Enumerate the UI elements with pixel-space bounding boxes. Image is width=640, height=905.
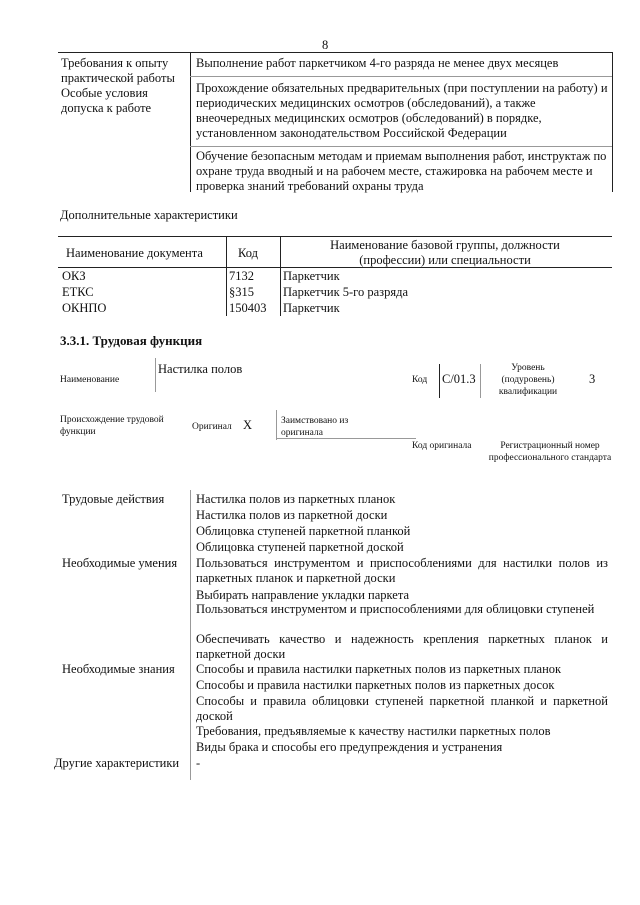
origin-reg-number-label: Регистрационный номер профессионального стандарта (488, 441, 612, 463)
table-row-code: 7132 (229, 269, 254, 283)
table-row-code: §315 (229, 285, 254, 299)
req-experience-value: Выполнение работ паркетчиком 4-го разряда не менее двух месяцев (196, 56, 559, 70)
function-level-label: Уровень (подуровень) квалификации (498, 363, 558, 397)
docs-header-code: Код (238, 246, 258, 260)
table-row-doc: ЕТКС (62, 285, 94, 299)
list-item: - (196, 756, 201, 770)
list-item: Облицовка ступеней паркетной доской (196, 540, 404, 554)
req-conditions-value-2: Обучение безопасным методам и приемам выполнения работ, инструктаж по охране труда вводный и на рабочем месте, стажировка на рабочем месте и проверка знаний требований охраны труда (196, 149, 607, 193)
origin-original-label: Оригинал (192, 422, 232, 432)
origin-original-mark: X (243, 418, 253, 432)
table-row-name: Паркетчик (283, 301, 340, 315)
list-item: Пользоваться инструментом и приспособлениями для настилки полов из паркетных планок и паркетной доски (196, 556, 608, 585)
page-number: 8 (322, 38, 329, 52)
list-item: Настилка полов из паркетной доски (196, 508, 388, 522)
origin-label: Происхождение трудовой функции (60, 415, 164, 437)
table-row-name: Паркетчик 5-го разряда (283, 285, 409, 299)
additional-heading: Дополнительные характеристики (60, 208, 238, 222)
list-item: Обеспечивать качество и надежность крепления паркетных планок и паркетной доски (196, 632, 608, 661)
function-code-value: C/01.3 (442, 372, 476, 386)
docs-header-doc: Наименование документа (66, 246, 203, 260)
list-item: Способы и правила настилки паркетных полов из паркетных планок (196, 662, 562, 676)
req-conditions-value-1: Прохождение обязательных предварительных (при поступлении на работу) и периодических медицинских осмотров (обследований), а также внеочередных медицинских осмотров (обследований) в порядке, установленном законодательством Российской Федерации (196, 81, 608, 140)
table-row-doc: ОКНПО (62, 301, 107, 315)
req-experience-label: Требования к опыту практической работы (61, 56, 175, 85)
origin-code-original-label: Код оригинала (412, 441, 472, 451)
section-label-knowledge: Необходимые знания (62, 662, 175, 676)
origin-borrowed-label: Заимствовано из оригинала (281, 416, 349, 438)
table-row-doc: ОКЗ (62, 269, 86, 283)
list-item: Способы и правила облицовки ступеней паркетной планкой и паркетной доской (196, 694, 608, 723)
list-item: Настилка полов из паркетных планок (196, 492, 396, 506)
list-item: Выбирать направление укладки паркета (196, 588, 410, 602)
function-level-value: 3 (589, 372, 596, 386)
function-name-label: Наименование (60, 375, 120, 385)
list-item: Способы и правила настилки паркетных полов из паркетных досок (196, 678, 555, 692)
docs-header-name: Наименование базовой группы, должности (профессии) или специальности (330, 238, 560, 267)
function-code-label: Код (412, 375, 428, 385)
list-item: Облицовка ступеней паркетной планкой (196, 524, 411, 538)
section-label-skills: Необходимые умения (62, 556, 178, 570)
function-heading: 3.3.1. Трудовая функция (60, 333, 203, 348)
function-name-value: Настилка полов (158, 362, 243, 376)
section-label-other: Другие характеристики (54, 756, 180, 770)
list-item: Требования, предъявляемые к качеству настилки паркетных полов (196, 724, 551, 738)
req-conditions-label: Особые условия допуска к работе (61, 86, 152, 115)
section-label-actions: Трудовые действия (62, 492, 165, 506)
list-item: Виды брака и способы его предупреждения и устранения (196, 740, 503, 754)
table-row-code: 150403 (229, 301, 267, 315)
list-item: Пользоваться инструментом и приспособлениями для облицовки ступеней (196, 602, 595, 616)
table-row-name: Паркетчик (283, 269, 340, 283)
